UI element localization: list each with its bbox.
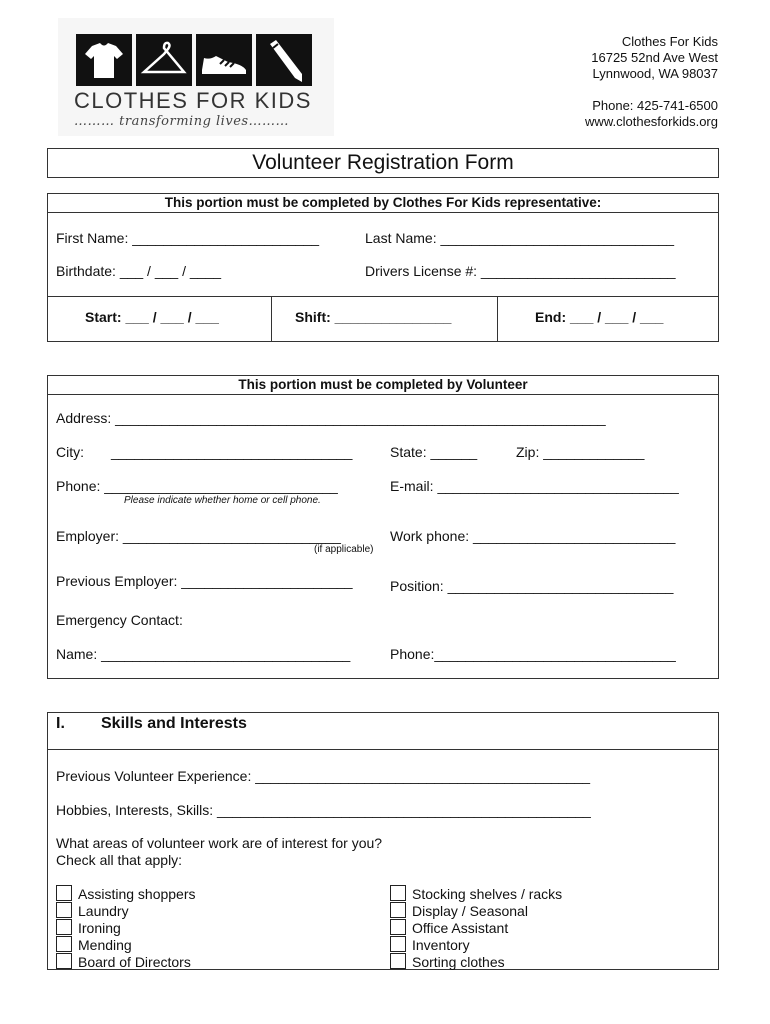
checkbox[interactable] (56, 885, 72, 901)
interest-instruction: Check all that apply: (56, 852, 183, 868)
checkbox-option[interactable] (56, 936, 132, 954)
employer-field[interactable]: Employer: ____________________________ (56, 528, 341, 544)
checkbox-option[interactable] (390, 902, 528, 920)
checkbox[interactable] (390, 953, 406, 969)
section-number: I. (56, 715, 65, 732)
representative-section-heading: This portion must be completed by Clothes For Kids representative: (48, 194, 718, 213)
volunteer-section (47, 375, 719, 679)
skills-section-heading: Skills and Interests (101, 715, 247, 732)
shoe-icon (196, 34, 252, 86)
checkbox-option[interactable] (56, 953, 191, 971)
email-field[interactable]: E-mail: _______________________________ (390, 478, 679, 494)
form-title: Volunteer Registration Form (47, 148, 719, 178)
checkbox-option[interactable] (390, 885, 562, 903)
pencil-icon (256, 34, 312, 86)
divider (48, 749, 718, 750)
checkbox-label: Assisting shoppers (78, 886, 196, 902)
emergency-name-field[interactable]: Name: ________________________________ (56, 646, 351, 662)
divider (497, 296, 498, 341)
divider (271, 296, 272, 341)
address-line: Clothes For Kids (621, 34, 718, 49)
organization-website[interactable]: www.clothesforkids.org (585, 114, 718, 129)
logo-name: CLOTHES FOR KIDS (74, 88, 312, 113)
checkbox-label: Board of Directors (78, 954, 191, 970)
divider (48, 296, 718, 297)
checkbox[interactable] (56, 953, 72, 969)
city-label: City: (56, 444, 84, 460)
emergency-contact-label: Emergency Contact: (56, 612, 183, 628)
checkbox-option[interactable] (390, 953, 505, 971)
checkbox-label: Stocking shelves / racks (412, 886, 563, 902)
zip-field[interactable]: Zip: _____________ (516, 444, 645, 460)
checkbox-label: Sorting clothes (412, 954, 505, 970)
checkbox-label: Ironing (78, 920, 121, 936)
birthdate-field[interactable]: Birthdate: ___ / ___ / ____ (56, 263, 222, 279)
state-field[interactable]: State: ______ (390, 444, 478, 460)
organization-address (585, 34, 718, 130)
checkbox-label: Office Assistant (412, 920, 509, 936)
checkbox-option[interactable] (390, 936, 470, 954)
city-field[interactable]: _______________________________ (111, 444, 353, 460)
start-date-field[interactable]: Start: ___ / ___ / ___ (85, 309, 219, 325)
skills-section (47, 712, 719, 970)
checkbox-option[interactable] (56, 902, 129, 920)
checkbox-option[interactable] (56, 919, 121, 937)
previous-experience-field[interactable]: Previous Volunteer Experience: ___________________________________________ (56, 768, 591, 784)
hobbies-field[interactable]: Hobbies, Interests, Skills: ________________________________________________ (56, 802, 591, 818)
address-line: Lynnwood, WA 98037 (592, 66, 718, 81)
employer-note: (if applicable) (314, 544, 374, 555)
end-date-field[interactable]: End: ___ / ___ / ___ (535, 309, 664, 325)
previous-employer-field[interactable]: Previous Employer: ______________________ (56, 573, 353, 589)
tshirt-icon (76, 34, 132, 86)
logo-tagline: ……… transforming lives……… (74, 114, 290, 129)
last-name-field[interactable]: Last Name: ______________________________ (365, 230, 675, 246)
representative-section (47, 193, 719, 342)
checkbox[interactable] (390, 919, 406, 935)
checkbox[interactable] (390, 885, 406, 901)
emergency-phone-field[interactable]: Phone:_______________________________ (390, 646, 676, 662)
phone-field[interactable]: Phone: ______________________________ (56, 478, 338, 494)
shift-field[interactable]: Shift: _______________ (295, 309, 452, 325)
organization-phone: Phone: 425-741-6500 (592, 98, 718, 113)
address-line: 16725 52nd Ave West (591, 50, 718, 65)
interest-question: What areas of volunteer work are of interest for you? (56, 835, 383, 851)
position-field[interactable]: Position: _____________________________ (390, 578, 674, 594)
checkbox-label: Laundry (78, 903, 129, 919)
hanger-icon (136, 34, 192, 86)
phone-note: Please indicate whether home or cell phone. (124, 495, 321, 506)
checkbox-option[interactable] (390, 919, 508, 937)
first-name-field[interactable]: First Name: ________________________ (56, 230, 320, 246)
volunteer-section-heading: This portion must be completed by Volunteer (48, 376, 718, 395)
logo (58, 18, 334, 136)
checkbox[interactable] (56, 902, 72, 918)
checkbox-option[interactable] (56, 885, 196, 903)
work-phone-field[interactable]: Work phone: __________________________ (390, 528, 676, 544)
checkbox-label: Mending (78, 937, 132, 953)
checkbox[interactable] (390, 936, 406, 952)
drivers-license-field[interactable]: Drivers License #: _________________________ (365, 263, 676, 279)
checkbox-label: Display / Seasonal (412, 903, 528, 919)
checkbox[interactable] (56, 936, 72, 952)
checkbox[interactable] (56, 919, 72, 935)
checkbox-label: Inventory (412, 937, 470, 953)
address-field[interactable]: Address: _______________________________________________________________ (56, 410, 606, 426)
checkbox[interactable] (390, 902, 406, 918)
